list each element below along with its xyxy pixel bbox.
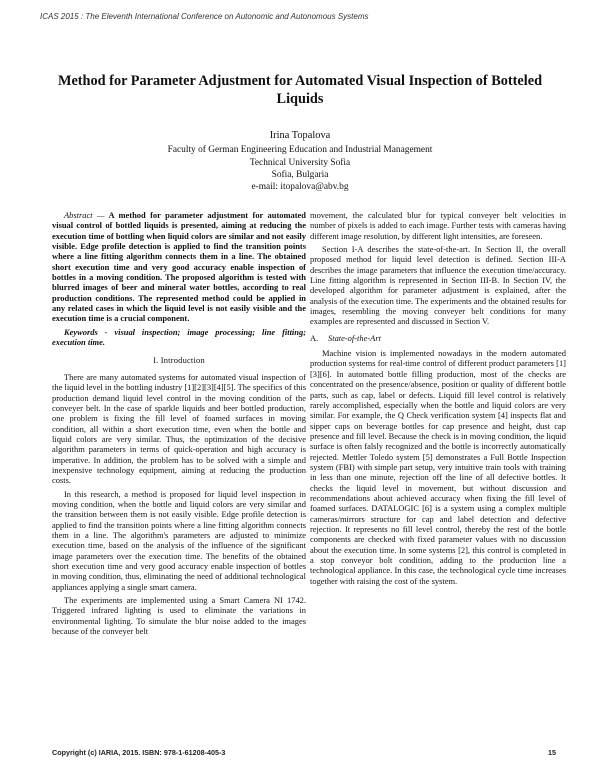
keywords: Keywords - visual inspection; image processing; line fitting; execution time. — [52, 326, 306, 348]
subsection-heading-state-of-the-art — [310, 333, 566, 343]
body-paragraph: movement, the calculated blur for typical conveyer belt velocities in number of pixels is added to each image. Further tests with cameras having different image resolution, by different light intensities, are foreseen. — [310, 210, 566, 241]
body-paragraph: Section I-A describes the state-of-the-art. In Section II, the overall proposed method for liquid level detection is defined. Section III-A describes the image parameters that influence the execution time/accuracy. Line fitting algorithm is represented in Section III-B. In Section IV, the developed algorithm for parameter adjustment is explained, after the analysis of the execution time. The experiments and the obtained results for images, resembling the moving conveyer belt conditions for many examples are represented and discussed in Section V. — [310, 244, 566, 327]
affiliation-line: Sofia, Bulgaria — [271, 169, 329, 180]
author-name: Irina Topalova — [269, 130, 331, 141]
abstract-text: A method for parameter adjustment for automated visual control of bottled liquids is presented, aiming at reducing the execution time of bottling when liquid colors are similar and not easily visible. Edge profile detection is applied to find the transition points where a line fitting algorithm connects them in a line. The obtained short execution time and very good accuracy enable inspection of bottles in a moving condition. The proposed algorithm is tested with blurred images of beer and mineral water bottles, according to real production conditions. The represented method could be applied in any related cases in which the liquid level is not easily visible and the execution time is a crucial component. — [52, 210, 306, 324]
affiliation-line: Technical University Sofia — [249, 157, 351, 168]
subsection-title: State-of-the-Art — [328, 332, 381, 343]
author-block — [100, 130, 500, 193]
state-of-art-paragraph: Machine vision is implemented nowadays in the modern automated production systems for real-time control of different product parameters [1][3][6]. In automated bottle filling production, most of the checks are concentrated on the presence/absence, position or quality of different bottle parts, such as cap, label or defects. Liquid fill level control is relatively rarely accomplished, especially when the bottle and liquid colors are very similar. For example, the Q Check verification system [4] inspects flat and sipper caps on beverage bottles for cap presence and height, dust cap presence and fill level. Because the check is in moving condition, the liquid surface is often falsly recognized and the bottle is incorrectly automatically rejected. Mettler Toledo system [5] demonstrates a Full Bottle Inspection system (FBI) with simple part setup, very intuitive train tools with training in less than one minute, rejection off the line of all defective bottles. It checks the liquid level in movement, but without discussion and recommendations about achieved accuracy when fixing the fill level of foamed surfaces. DATALOGIC [6] is a system using a complex multiple cameras/mirrors structure for cap and label detection and defective rejection. It represents no fill level control, thereby the rest of the bottle components are checked with fixed parameter values with no discussion about the execution time. In some systems [2], this control is completed in a stop conveyor bolt condition, adding to the production line a technological appliance. In this case, the technological cycle time increases together with raising the cost of the system. — [310, 348, 566, 586]
abstract — [52, 210, 306, 324]
footer-copyright: Copyright (c) IARIA, 2015. ISBN: 978-1-61208-405-3 — [52, 748, 226, 757]
intro-paragraph: The experiments are implemented using a Smart Camera NI 1742. Triggered infrared lighting is used to eliminate the variations in environmental lighting. To simulate the blur noise added to the images because of the conveyer belt — [52, 595, 306, 637]
intro-paragraph: In this research, a method is proposed for liquid level inspection in moving condition, when the bottle and liquid colors are very similar and the transition between them is not easily visible. Edge profile detection is applied to find the transition points where a line fitting algorithm connects them in a line. The algorithm's parameters are adjusted to minimize execution time, based on the analysis of the influence of the significant image parameters over the execution time. The benefits of the obtained short execution time and very good accuracy enable inspection of bottles in moving condition, thus, eliminating the need of additional technological appliances applying a single smart camera. — [52, 488, 306, 592]
abstract-label: Abstract — — [64, 210, 105, 220]
intro-paragraph: There are many automated systems for automated visual inspection of the liquid level in the bottling industry [1][2][3][4][5]. The specifics of this production demand liquid level control in the moving condition of the conveyer belt. In the case of sparkle liquids and beer bottled production, one problem is fixing the fill level of foamed surfaces in moving condition, all within a short execution time, even when the bottle and liquid colors are very similar. Thus, the optimization of the decisive algorithm parameters in terms of quick-operation and high accuracy is imperative. In addition, the problem has to be solved with a simple and inexpensive technology equipment, aiming at reducing the production costs. — [52, 371, 306, 486]
right-column — [310, 210, 566, 589]
left-column — [52, 210, 306, 639]
conference-header: ICAS 2015 : The Eleventh International Conference on Autonomic and Autonomous Systems — [40, 12, 369, 21]
section-heading-introduction: I. Introduction — [153, 355, 205, 366]
subsection-number: A. — [310, 332, 319, 343]
page-number: 15 — [548, 748, 556, 757]
author-email: e-mail: itopalova@abv.bg — [251, 182, 349, 193]
paper-title: Method for Parameter Adjustment for Automated Visual Inspection of Botteled Liquids — [57, 73, 543, 107]
affiliation-line: Faculty of German Engineering Education and Industrial Management — [167, 145, 433, 156]
